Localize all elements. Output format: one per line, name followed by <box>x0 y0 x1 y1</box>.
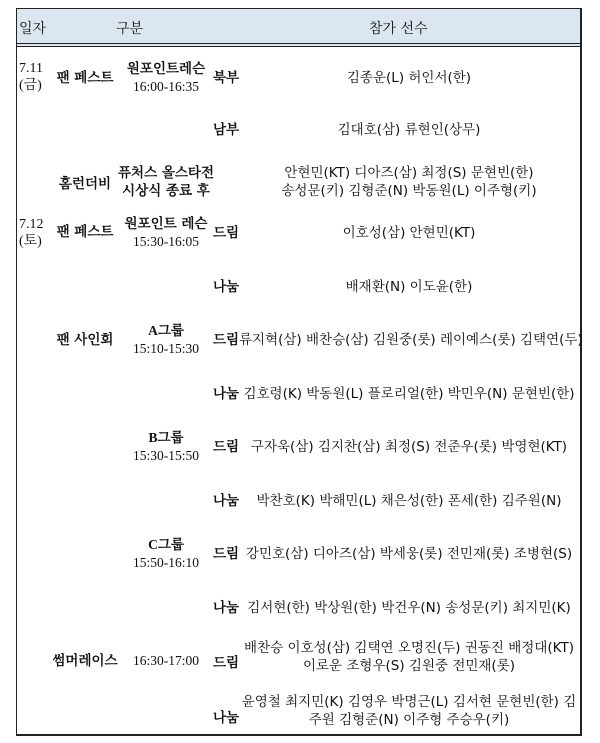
players-list: 류지혁(삼) 배찬승(삼) 김원중(롯) 레이예스(롯) 김택연(두) <box>239 332 583 348</box>
session-cell: 원포인트레슨 16:00-16:35 <box>126 61 206 94</box>
header-players: 참가 선수 <box>369 21 428 37</box>
table-header <box>17 9 580 47</box>
players-list: 배찬승 이호성(삼) 김택연 오명진(두) 권동진 배정대(KT) 이로운 조형우(S) 김원중 전민재(롯) <box>244 640 574 674</box>
session-cell: 퓨처스 올스타전 시상식 종료 후 <box>118 165 214 199</box>
session-time: 16:30-17:00 <box>133 653 199 668</box>
team-label: 드림 <box>213 439 240 455</box>
team-label: 나눔 <box>213 600 240 616</box>
players-list: 김대호(삼) 류현인(상무) <box>337 122 481 138</box>
team-label: 드림 <box>213 332 240 348</box>
session-cell: 원포인트 레슨 15:30-16:05 <box>124 216 208 249</box>
event-name: 홈런더비 <box>58 176 112 192</box>
team-label: 드림 <box>213 546 240 562</box>
players-list: 김호령(K) 박동원(L) 플로리얼(한) 박민우(N) 문현빈(한) <box>243 386 575 402</box>
date-cell: 7.12 (토) <box>19 217 44 249</box>
team-label: 나눔 <box>213 710 240 726</box>
players-list: 강민호(삼) 디아즈(삼) 박세웅(롯) 전민재(롯) 조병현(S) <box>245 546 573 562</box>
players-list: 김서현(한) 박상원(한) 박건우(N) 송성문(키) 최지민(K) <box>247 600 571 616</box>
players-list: 배재환(N) 이도윤(한) <box>345 279 473 295</box>
players-list: 박찬호(K) 박해민(L) 채은성(한) 폰세(한) 김주원(N) <box>256 493 562 509</box>
header-date: 일자 <box>19 21 47 37</box>
players-list: 이호성(삼) 안현민(KT) <box>342 225 476 241</box>
event-name: 썸머레이스 <box>52 653 118 669</box>
session-cell: A그룹 15:10-15:30 <box>133 323 199 356</box>
players-list: 구자욱(삼) 김지찬(삼) 최정(S) 전준우(롯) 박영현(KT) <box>250 439 568 455</box>
header-category: 구분 <box>116 21 144 37</box>
team-label: 남부 <box>213 122 240 138</box>
players-list: 안현민(KT) 디아즈(삼) 최정(S) 문현빈(한) 송성문(키) 김형준(N) 박동원(L) 이주형(키) <box>281 165 537 199</box>
event-name: 팬 페스트 <box>56 224 114 240</box>
team-label: 나눔 <box>213 279 240 295</box>
team-label: 드림 <box>213 655 240 671</box>
session-cell: C그룹 15:50-16:10 <box>133 537 199 570</box>
team-label: 드림 <box>213 225 240 241</box>
event-name: 팬 페스트 <box>56 70 114 86</box>
players-list: 김종운(L) 허인서(한) <box>346 70 472 86</box>
schedule-table <box>16 8 582 736</box>
event-name: 팬 사인회 <box>56 332 114 348</box>
team-label: 나눔 <box>213 493 240 509</box>
team-label: 북부 <box>213 70 240 86</box>
players-list: 윤영철 최지민(K) 김영우 박명근(L) 김서현 문현빈(한) 김 주원 김형준(N) 이주형 주승우(키) <box>241 694 577 728</box>
team-label: 나눔 <box>213 386 240 402</box>
session-cell: B그룹 15:30-15:50 <box>133 430 199 463</box>
date-cell: 7.11 (금) <box>19 61 43 93</box>
